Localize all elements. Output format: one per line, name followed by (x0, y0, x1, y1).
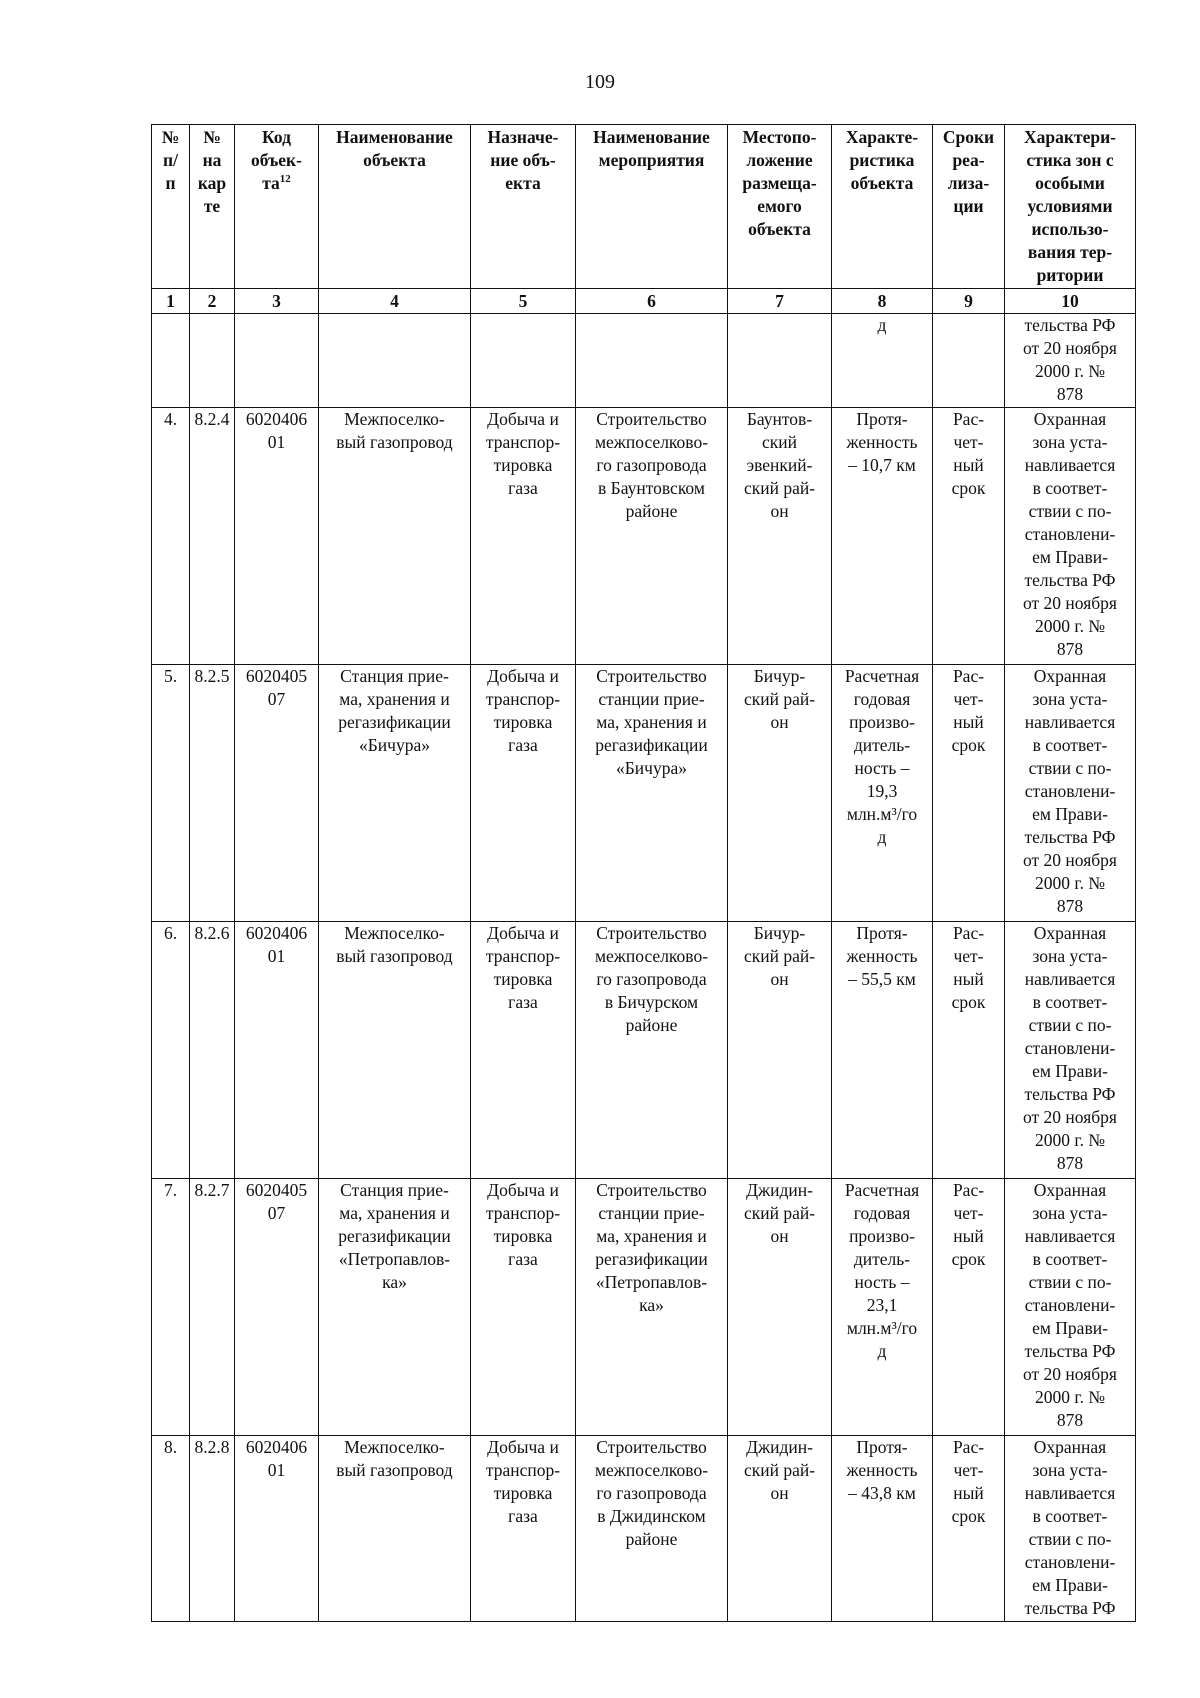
header-footnote-mark: 12 (279, 173, 291, 186)
cell-characteristic: д (832, 314, 933, 408)
cell-row-number: 7. (152, 1179, 190, 1436)
cell-object-code: 6020405 07 (235, 665, 319, 922)
header-object-code: Код объек- $та^{12}$ (235, 125, 319, 289)
cell-empty (235, 314, 319, 408)
cell-term: Рас- чет- ный срок (933, 1436, 1005, 1622)
column-number-row (152, 289, 1136, 314)
cell-event-name: Строительство станции прие- ма, хранения и регазификации «Петропавлов- ка» (576, 1179, 728, 1436)
cell-row-number: 5. (152, 665, 190, 922)
column-number: 1 (152, 289, 190, 314)
cell-event-name: Строительство межпоселково- го газопровода в Баунтовском районе (576, 408, 728, 665)
table-header-row (152, 125, 1136, 289)
cell-map-number: 8.2.5 (190, 665, 235, 922)
column-number: 10 (1005, 289, 1136, 314)
cell-object-code: 6020406 01 (235, 408, 319, 665)
cell-map-number: 8.2.6 (190, 922, 235, 1179)
cell-object-purpose: Добыча и транспор- тировка газа (471, 1179, 576, 1436)
cell-location: Джидин- ский рай- он (728, 1179, 832, 1436)
cell-object-name: Межпоселко- вый газопровод (319, 922, 471, 1179)
cell-location: Бичур- ский рай- он (728, 922, 832, 1179)
cell-zones: Охранная зона уста- навливается в соответ- ствии с по- становлени- ем Прави- тельства РФ от 20 ноября 2000 г. № 878 (1005, 408, 1136, 665)
cell-characteristic: Расчетная годовая произво- дитель- ность – 19,3 млн.м³/го д (832, 665, 933, 922)
table-row (152, 1436, 1136, 1622)
cell-object-name: Межпоселко- вый газопровод (319, 408, 471, 665)
header-object-name: Наименование объекта (319, 125, 471, 289)
cell-zones: Охранная зона уста- навливается в соответ- ствии с по- становлени- ем Прави- тельства РФ от 20 ноября 2000 г. № 878 (1005, 1179, 1136, 1436)
column-number: 7 (728, 289, 832, 314)
cell-term: Рас- чет- ный срок (933, 408, 1005, 665)
cell-empty (471, 314, 576, 408)
header-event-name: Наименование мероприятия (576, 125, 728, 289)
cell-location: Бичур- ский рай- он (728, 665, 832, 922)
column-number: 6 (576, 289, 728, 314)
cell-event-name: Строительство межпоселково- го газопровода в Джидинском районе (576, 1436, 728, 1622)
objects-table (151, 124, 1136, 1622)
table-row (152, 922, 1136, 1179)
cell-object-code: 6020405 07 (235, 1179, 319, 1436)
cell-location: Баунтов- ский эвенкий- ский рай- он (728, 408, 832, 665)
cell-term: Рас- чет- ный срок (933, 665, 1005, 922)
cell-object-code: 6020406 01 (235, 1436, 319, 1622)
cell-empty (933, 314, 1005, 408)
cell-characteristic: Протя- женность – 10,7 км (832, 408, 933, 665)
column-number: 2 (190, 289, 235, 314)
table-row (152, 408, 1136, 665)
header-row-number: № п/ п (152, 125, 190, 289)
cell-object-purpose: Добыча и транспор- тировка газа (471, 1436, 576, 1622)
cell-empty (152, 314, 190, 408)
column-number: 9 (933, 289, 1005, 314)
column-number: 3 (235, 289, 319, 314)
cell-empty (190, 314, 235, 408)
header-location: Местопо- ложение размеща- емого объекта (728, 125, 832, 289)
cell-map-number: 8.2.4 (190, 408, 235, 665)
cell-empty (576, 314, 728, 408)
page-number: 109 (585, 71, 615, 93)
cell-object-name: Станция прие- ма, хранения и регазификации «Бичура» (319, 665, 471, 922)
cell-object-purpose: Добыча и транспор- тировка газа (471, 665, 576, 922)
cell-empty (728, 314, 832, 408)
cell-object-name: Межпоселко- вый газопровод (319, 1436, 471, 1622)
header-map-number: № на кар те (190, 125, 235, 289)
header-object-purpose: Назначе- ние объ- екта (471, 125, 576, 289)
cell-characteristic: Расчетная годовая произво- дитель- ность – 23,1 млн.м³/го д (832, 1179, 933, 1436)
cell-event-name: Строительство станции прие- ма, хранения и регазификации «Бичура» (576, 665, 728, 922)
cell-zones: Охранная зона уста- навливается в соответ- ствии с по- становлени- ем Прави- тельства РФ от 20 ноября 2000 г. № 878 (1005, 922, 1136, 1179)
header-term: Сроки реа- лиза- ции (933, 125, 1005, 289)
cell-characteristic: Протя- женность – 43,8 км (832, 1436, 933, 1622)
header-zones: Характери- стика зон с особыми условиями использо- вания тер- ритории (1005, 125, 1136, 289)
cell-object-name: Станция прие- ма, хранения и регазификации «Петропавлов- ка» (319, 1179, 471, 1436)
continuation-row (152, 314, 1136, 408)
column-number: 4 (319, 289, 471, 314)
cell-row-number: 6. (152, 922, 190, 1179)
cell-zones: Охранная зона уста- навливается в соответ- ствии с по- становлени- ем Прави- тельства РФ (1005, 1436, 1136, 1622)
table-row (152, 1179, 1136, 1436)
cell-row-number: 8. (152, 1436, 190, 1622)
cell-empty (319, 314, 471, 408)
cell-row-number: 4. (152, 408, 190, 665)
column-number: 5 (471, 289, 576, 314)
cell-object-purpose: Добыча и транспор- тировка газа (471, 922, 576, 1179)
cell-zones: тельства РФ от 20 ноября 2000 г. № 878 (1005, 314, 1136, 408)
table-row (152, 665, 1136, 922)
cell-characteristic: Протя- женность – 55,5 км (832, 922, 933, 1179)
cell-term: Рас- чет- ный срок (933, 1179, 1005, 1436)
cell-event-name: Строительство межпоселково- го газопровода в Бичурском районе (576, 922, 728, 1179)
cell-object-purpose: Добыча и транспор- тировка газа (471, 408, 576, 665)
header-characteristic: Характе- ристика объекта (832, 125, 933, 289)
cell-location: Джидин- ский рай- он (728, 1436, 832, 1622)
cell-map-number: 8.2.8 (190, 1436, 235, 1622)
column-number: 8 (832, 289, 933, 314)
cell-map-number: 8.2.7 (190, 1179, 235, 1436)
cell-zones: Охранная зона уста- навливается в соответ- ствии с по- становлени- ем Прави- тельства РФ от 20 ноября 2000 г. № 878 (1005, 665, 1136, 922)
cell-term: Рас- чет- ный срок (933, 922, 1005, 1179)
cell-object-code: 6020406 01 (235, 922, 319, 1179)
